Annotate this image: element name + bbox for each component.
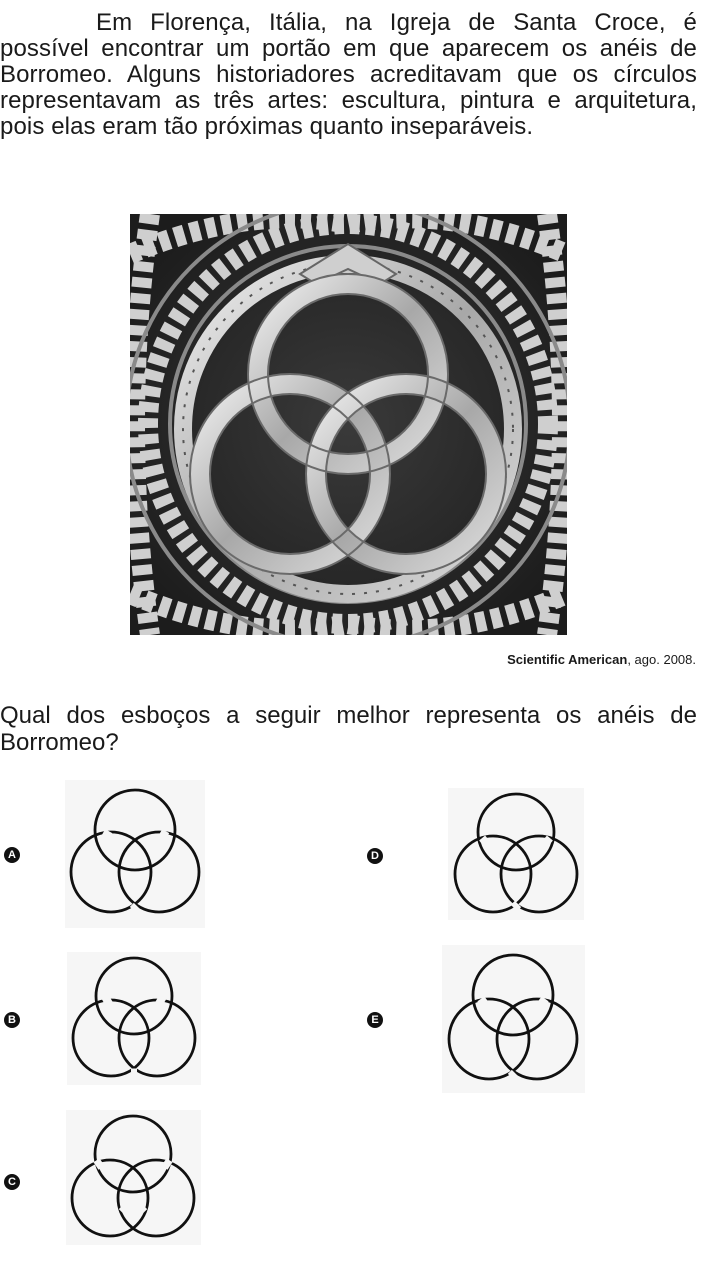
intro-text: Em Florença, Itália, na Igreja de Santa Croce, é possível encontrar um portão em que aparecem os anéis de Borromeo. Alguns historiadores acreditavam que os círculos representavam as três artes: escultura, pintura e arquitetura, pois elas eram tão próximas quanto inseparáveis. [0, 9, 697, 140]
option-d-sketch [448, 788, 584, 920]
option-d[interactable] [360, 788, 600, 923]
intro-paragraph [0, 10, 697, 140]
option-e-sketch [442, 945, 585, 1093]
option-c[interactable] [0, 1110, 220, 1250]
option-b[interactable] [0, 952, 220, 1092]
option-b-sketch [67, 952, 201, 1085]
option-a-badge: A [4, 847, 20, 863]
photo-caption [507, 652, 696, 667]
option-a-sketch [65, 780, 205, 928]
option-c-badge: C [4, 1174, 20, 1190]
option-e-badge: E [367, 1012, 383, 1028]
question-text: Qual dos esboços a seguir melhor representa os anéis de Borromeo? [0, 702, 697, 756]
caption-source: Scientific American [507, 652, 628, 667]
option-e[interactable] [360, 945, 600, 1095]
borromean-gate-photo [130, 214, 567, 635]
caption-date: , ago. 2008. [627, 652, 696, 667]
option-c-sketch [66, 1110, 201, 1245]
option-b-badge: B [4, 1012, 20, 1028]
option-a[interactable] [0, 780, 220, 930]
option-d-badge: D [367, 848, 383, 864]
